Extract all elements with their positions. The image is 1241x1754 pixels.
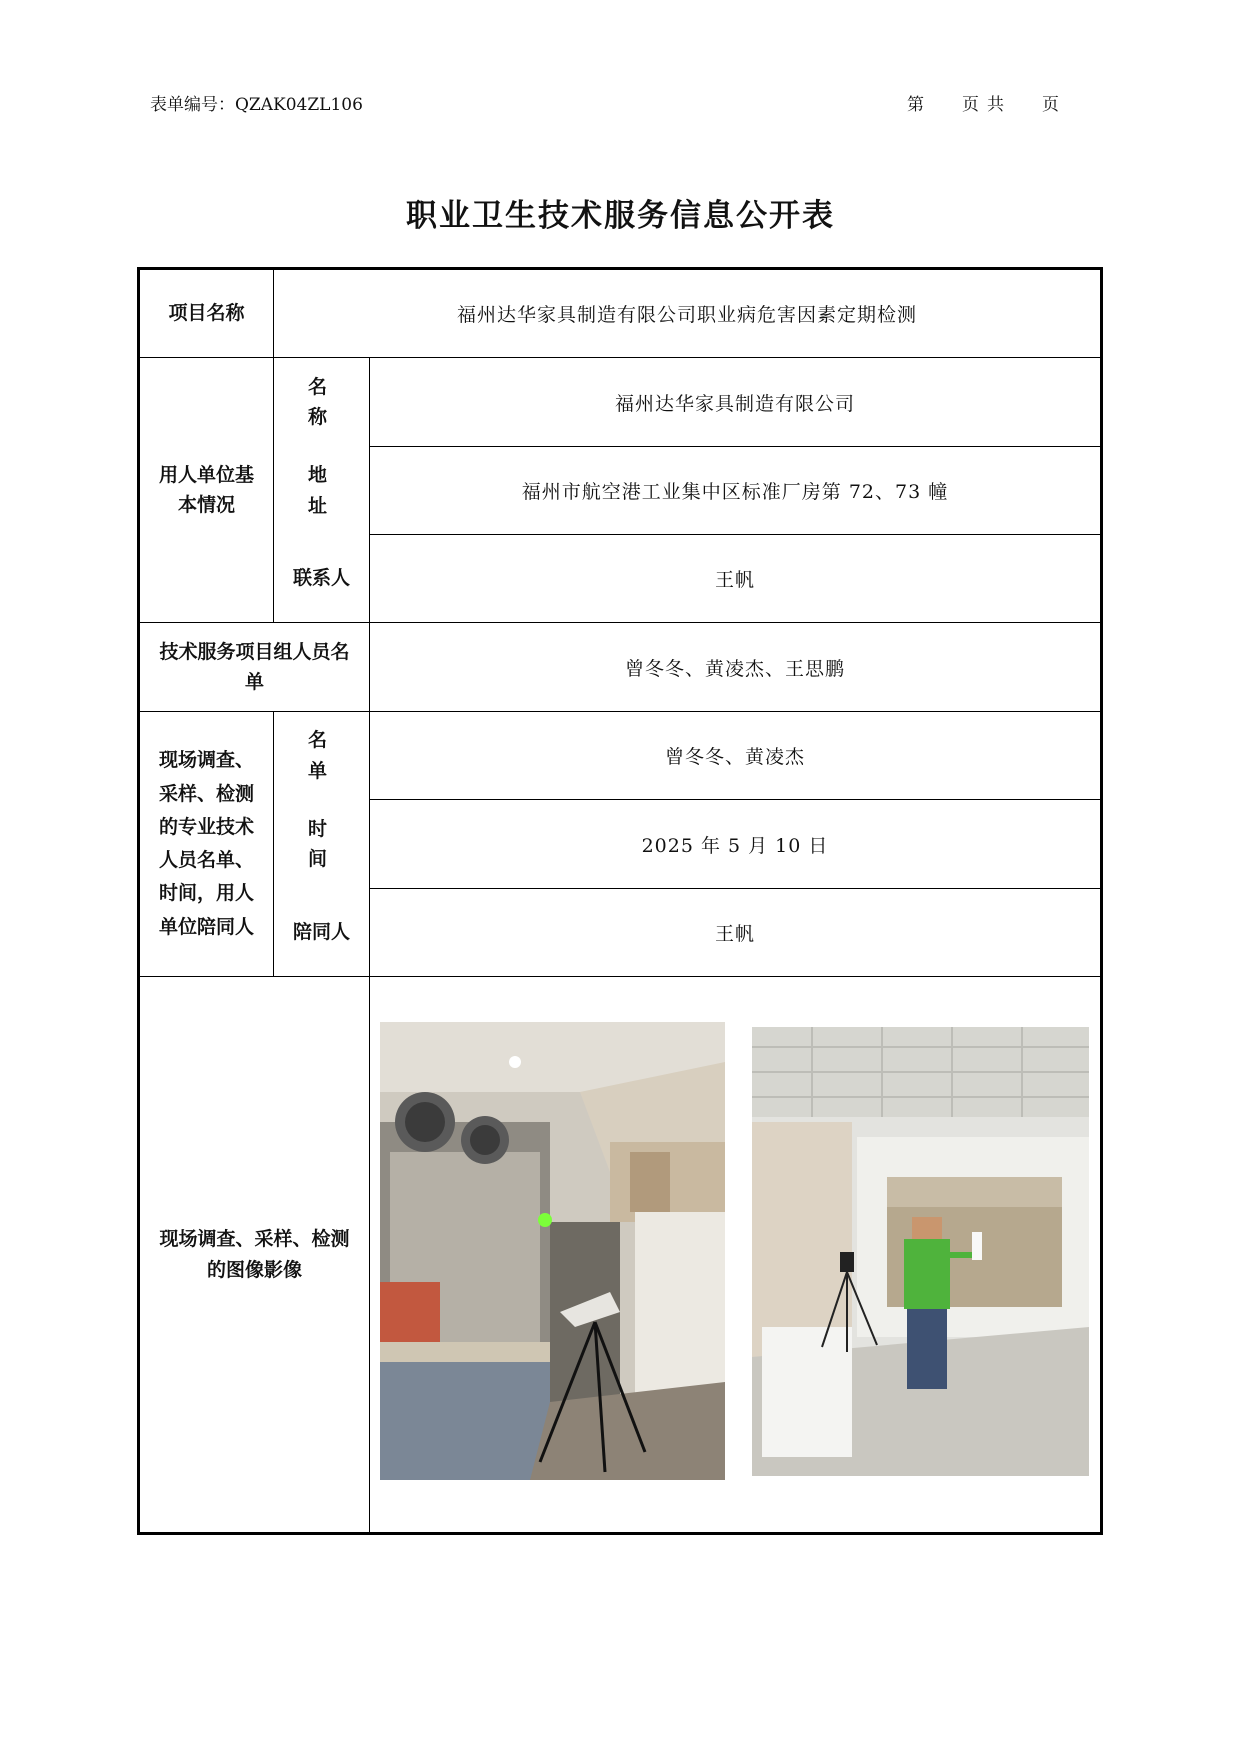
info-table [137, 267, 1103, 1535]
page-ye2: 页 [1042, 95, 1059, 115]
address-value: 福州市航空港工业集中区标准厂房第 72、73 幢 [521, 481, 949, 503]
address-label: 地址 [307, 464, 353, 517]
time-value: 2025 年 5 月 10 日 [641, 834, 829, 857]
site-photo-spray-booth [752, 1027, 1089, 1476]
form-number: 表单编号：QZAK04ZL106 [150, 95, 363, 115]
escort-value: 王帆 [714, 923, 755, 945]
field-staff-label: 现场调查、采样、检测的专业技术人员名单、时间，用人单位陪同人 [158, 749, 254, 938]
page-ye: 页 [962, 95, 979, 115]
site-photo-machines-drawing [380, 1022, 725, 1480]
list-label: 名单 [307, 729, 353, 782]
team-label: 技术服务项目组人员名单 [159, 640, 350, 693]
time-label: 时间 [307, 817, 353, 870]
site-photo-machines [380, 1022, 725, 1480]
project-name-value: 福州达华家具制造有限公司职业病危害因素定期检测 [456, 304, 917, 326]
images-label: 现场调查、采样、检测的图像影像 [159, 1228, 350, 1281]
page-counter [907, 90, 1059, 115]
page-title: 职业卫生技术服务信息公开表 [406, 198, 835, 234]
contact-label: 联系人 [292, 567, 350, 590]
page-di: 第 [907, 95, 924, 115]
list-value: 曾冬冬、黄凌杰 [664, 746, 805, 768]
site-photo-spray-booth-drawing [752, 1027, 1089, 1476]
name-value: 福州达华家具制造有限公司 [614, 392, 855, 415]
project-name-label: 项目名称 [168, 302, 245, 325]
employer-info-label: 用人单位基本情况 [158, 463, 254, 516]
team-value: 曾冬冬、黄凌杰、王思鹏 [624, 657, 845, 680]
page-gong: 共 [987, 95, 1004, 115]
name-label: 名称 [307, 375, 353, 428]
contact-value: 王帆 [714, 569, 755, 591]
escort-label: 陪同人 [292, 921, 350, 944]
